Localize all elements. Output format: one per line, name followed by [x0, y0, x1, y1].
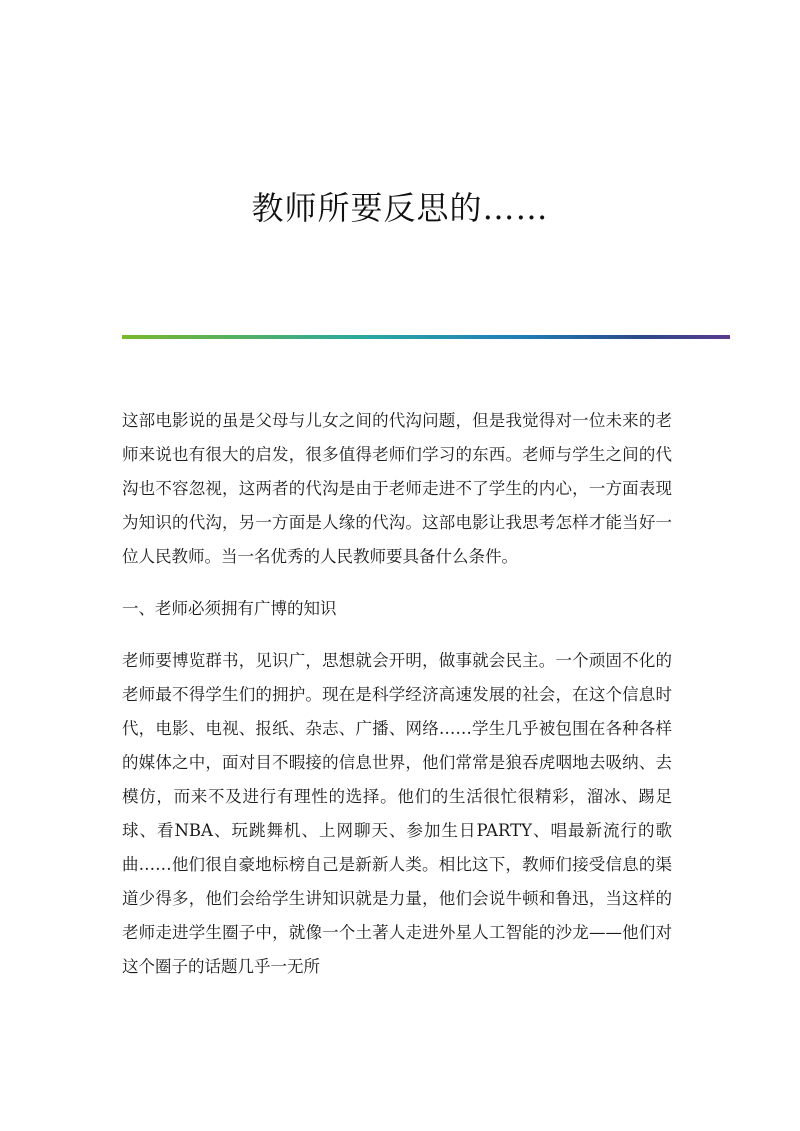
document-body — [122, 404, 672, 1002]
title-divider — [122, 335, 730, 339]
section-paragraph: 老师要博览群书，见识广，思想就会开明，做事就会民主。一个顽固不化的老师最不得学生们的拥护。现在是科学经济高速发展的社会，在这个信息时代，电影、电视、报纸、杂志、广播、网络……学生几乎被包围在各种各样的媒体之中，面对目不暇接的信息世界，他们常常是狼吞虎咽地去吸纳、去模仿，而来不及进行有理性的选择。他们的生活很忙很精彩，溜冰、踢足球、看NBA、玩跳舞机、上网聊天、参加生日PARTY、唱最新流行的歌曲……他们很自豪地标榜自己是新新人类。相比这下，教师们接受信息的渠道少得多，他们会给学生讲知识就是力量，他们会说牛顿和鲁迅，当这样的老师走进学生圈子中，就像一个土著人走进外星人工智能的沙龙——他们对这个圈子的话题几乎一无所 — [122, 651, 672, 976]
section-heading: 一、老师必须拥有广博的知识 — [122, 599, 337, 618]
document-title: 教师所要反思的…… — [251, 189, 549, 227]
intro-paragraph: 这部电影说的虽是父母与儿女之间的代沟问题，但是我觉得对一位未来的老师来说也有很大的启发，很多值得老师们学习的东西。老师与学生之间的代沟也不容忽视，这两者的代沟是由于老师走进不了学生的内心，一方面表现为知识的代沟，另一方面是人缘的代沟。这部电影让我思考怎样才能当好一位人民教师。当一名优秀的人民教师要具备什么条件。 — [122, 411, 672, 566]
